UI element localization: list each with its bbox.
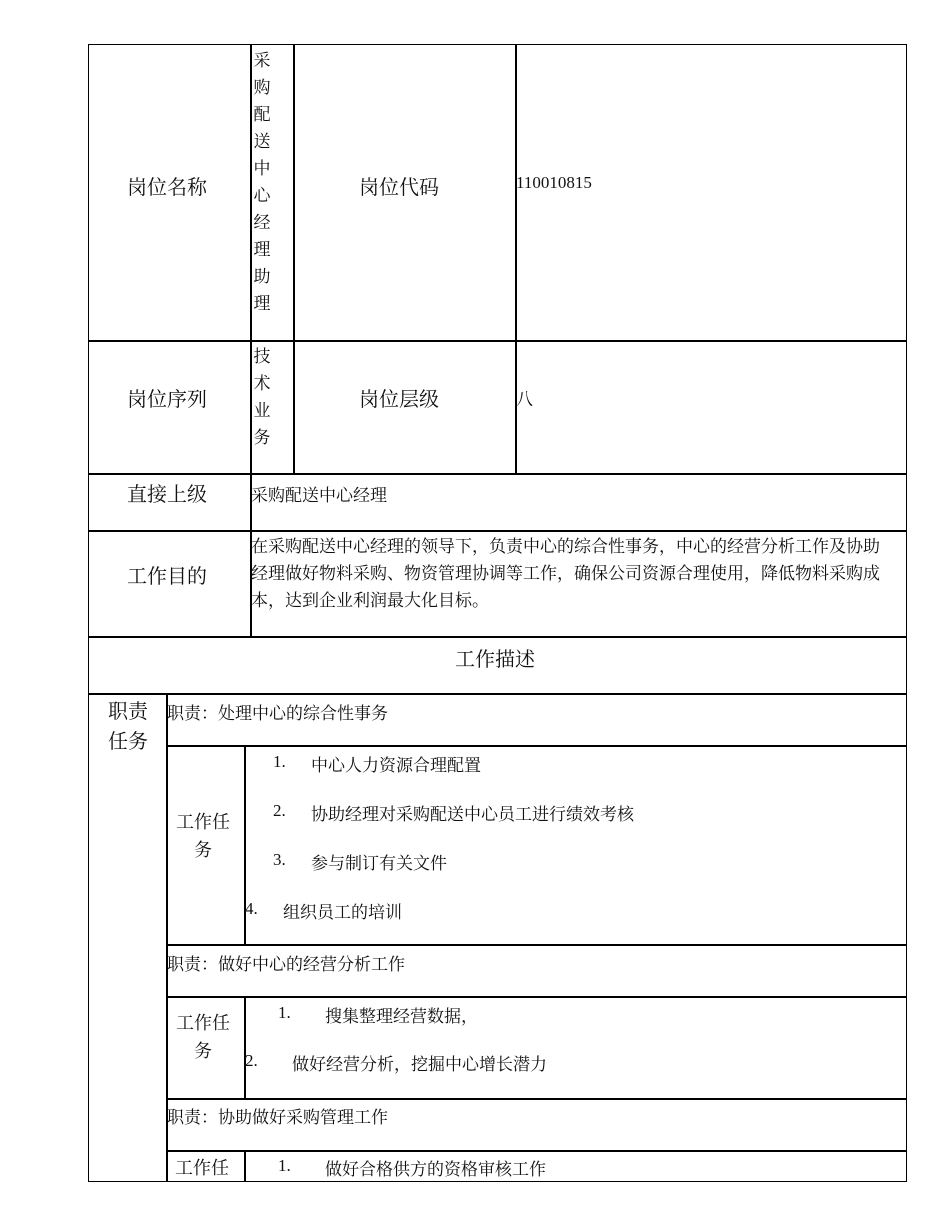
task-1-4-text: 组织员工的培训 <box>283 903 402 922</box>
purpose-label: 工作目的 <box>127 566 207 588</box>
post-seq-label-cell <box>88 340 252 475</box>
responsibility-1-tasks-cell <box>244 745 907 946</box>
purpose-label-cell <box>88 530 252 638</box>
responsibility-section-cell <box>88 693 168 1182</box>
responsibility-2-task-label-cell <box>166 996 246 1100</box>
responsibility-3-title: 职责：协助做好采购管理工作 <box>167 1108 388 1127</box>
responsibility-2-title: 职责：做好中心的经营分析工作 <box>167 955 405 974</box>
post-code-label-cell <box>293 44 517 342</box>
responsibility-2-tasks-cell <box>244 996 907 1100</box>
task-2-2-num: 2. <box>245 1051 258 1070</box>
superior-label: 直接上级 <box>127 484 207 506</box>
responsibility-3-title-cell <box>166 1098 907 1152</box>
description-header-cell <box>88 636 907 695</box>
superior-label-cell <box>88 473 252 532</box>
task-1-2-num: 2. <box>273 801 286 820</box>
post-seq-value-cell <box>250 340 295 475</box>
task-1-2-text: 协助经理对采购配送中心员工进行绩效考核 <box>311 805 634 824</box>
task-1-3-text: 参与制订有关文件 <box>311 854 447 873</box>
task-2-1-text: 搜集整理经营数据， <box>325 1007 478 1026</box>
responsibility-section-label: 职责任务 <box>108 701 148 753</box>
purpose-value-cell <box>250 530 907 638</box>
superior-value-cell <box>250 473 907 532</box>
post-level-value: 八 <box>516 390 533 409</box>
task-2-2-text: 做好经营分析，挖掘中心增长潜力 <box>292 1055 547 1074</box>
task-1-1-text: 中心人力资源合理配置 <box>311 756 481 775</box>
responsibility-1-title: 职责：处理中心的综合性事务 <box>167 704 388 723</box>
post-code-value: 110010815 <box>516 173 592 192</box>
post-code-value-cell <box>515 44 907 342</box>
task-3-1-num: 1. <box>278 1156 291 1175</box>
task-2-1-num: 1. <box>278 1003 291 1022</box>
post-seq-value: 技术业务 <box>253 347 271 447</box>
post-code-label: 岗位代码 <box>359 177 439 199</box>
post-level-label-cell <box>293 340 517 475</box>
post-name-label: 岗位名称 <box>127 177 207 199</box>
responsibility-1-task-label: 工作任务 <box>176 812 230 860</box>
post-name-value: 采购配送中心经理助理 <box>253 51 271 313</box>
task-3-1-text: 做好合格供方的资格审核工作 <box>325 1160 546 1179</box>
purpose-value: 在采购配送中心经理的领导下，负责中心的综合性事务，中心的经营分析工作及协助经理做好物料采购、物资管理协调等工作，确保公司资源合理使用，降低物料采购成本，达到企业利润最大化目标。 <box>251 537 880 610</box>
responsibility-1-task-label-cell <box>166 745 246 946</box>
responsibility-2-title-cell <box>166 944 907 998</box>
post-name-value-cell <box>250 44 295 342</box>
superior-value: 采购配送中心经理 <box>251 486 387 505</box>
responsibility-2-task-label: 工作任务 <box>176 1013 230 1061</box>
responsibility-3-tasks-cell <box>244 1150 907 1182</box>
responsibility-1-title-cell <box>166 693 907 747</box>
post-name-label-cell <box>88 44 252 342</box>
responsibility-3-task-label: 工作任 <box>175 1158 229 1178</box>
task-1-3-num: 3. <box>273 850 286 869</box>
post-level-label: 岗位层级 <box>359 389 439 411</box>
task-1-4-num: 4. <box>245 899 258 918</box>
task-1-1-num: 1. <box>273 752 286 771</box>
post-seq-label: 岗位序列 <box>127 389 207 411</box>
post-level-value-cell <box>515 340 907 475</box>
responsibility-3-task-label-cell <box>166 1150 246 1182</box>
description-title: 工作描述 <box>455 649 535 671</box>
